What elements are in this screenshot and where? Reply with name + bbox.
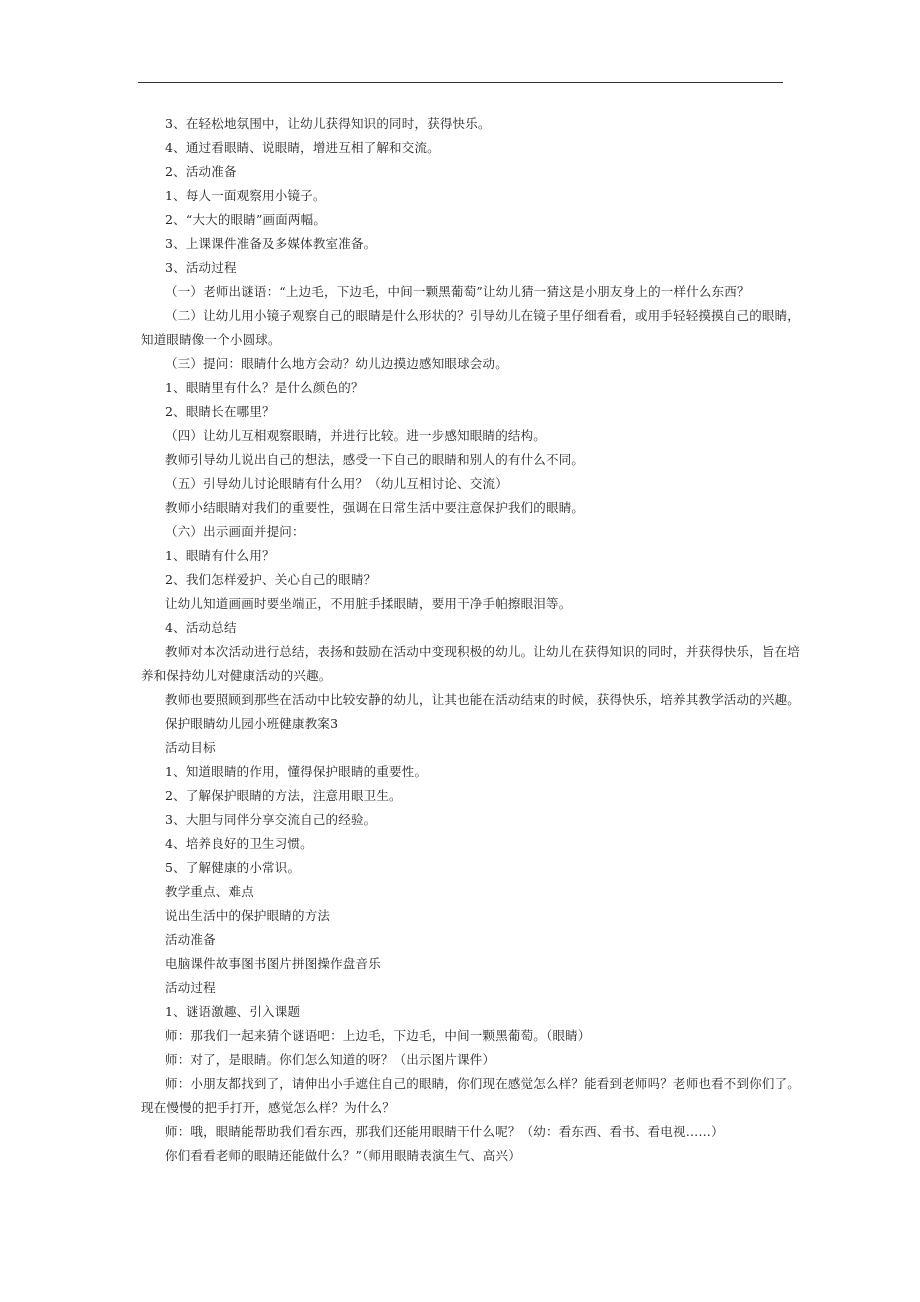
text-line: （四）让幼儿互相观察眼睛，并进行比较。进一步感知眼睛的结构。	[165, 428, 547, 443]
text-line: 电脑课件故事图书图片拼图操作盘音乐	[165, 956, 381, 971]
text-line: 教师引导幼儿说出自己的想法，感受一下自己的眼睛和别人的有什么不同。	[165, 452, 585, 467]
text-line: 2、“大大的眼睛”画面两幅。	[165, 212, 327, 227]
text-line: 师：哦，眼睛能帮助我们看东西，那我们还能用眼睛干什么呢？（幼：看东西、看书、看电视……）	[165, 1124, 724, 1139]
text-line: 活动目标	[165, 740, 216, 755]
text-line: 教师也要照顾到那些在活动中比较安静的幼儿，让其也能在活动结束的时候，获得快乐，培养其教学活动的兴趣。	[165, 692, 801, 707]
text-line: 保护眼睛幼儿园小班健康教案3	[165, 716, 339, 731]
text-line: 知道眼睛像一个小圆球。	[141, 332, 281, 347]
text-line: （二）让幼儿用小镜子观察自己的眼睛是什么形状的？引导幼儿在镜子里仔细看看，或用手轻轻摸摸自己的眼睛，	[165, 308, 801, 323]
text-line: 让幼儿知道画画时要坐端正，不用脏手揉眼睛，要用干净手帕擦眼泪等。	[165, 596, 572, 611]
text-line: （三）提问：眼睛什么地方会动？幼儿边摸边感知眼球会动。	[165, 356, 508, 371]
header-rule	[138, 82, 783, 83]
text-line: 2、眼睛长在哪里？	[165, 404, 275, 419]
text-line: 2、我们怎样爱护、关心自己的眼睛？	[165, 572, 377, 587]
text-line: 你们看看老师的眼睛还能做什么？”（师用眼睛表演生气、高兴）	[165, 1148, 521, 1163]
text-line: 4、通过看眼睛、说眼睛，增进互相了解和交流。	[165, 140, 440, 155]
text-line: 教学重点、难点	[165, 884, 254, 899]
text-line: 2、活动准备	[165, 164, 237, 179]
text-line: 师：小朋友都找到了，请伸出小手遮住自己的眼睛，你们现在感觉怎么样？能看到老师吗？老师也看不到你们了。	[165, 1076, 801, 1091]
text-line: 3、活动过程	[165, 260, 237, 275]
text-line: 1、谜语激趣、引入课题	[165, 1004, 301, 1019]
text-line: 4、活动总结	[165, 620, 237, 635]
text-line: （一）老师出谜语：“上边毛，下边毛，中间一颗黑葡萄”让幼儿猜一猜这是小朋友身上的一样什么东西？	[165, 284, 750, 299]
text-line: 说出生活中的保护眼睛的方法	[165, 908, 331, 923]
text-line: 活动准备	[165, 932, 216, 947]
text-line: 3、在轻松地氛围中，让幼儿获得知识的同时，获得快乐。	[165, 116, 491, 131]
text-line: 5、了解健康的小常识。	[165, 860, 301, 875]
text-line: 4、培养良好的卫生习惯。	[165, 836, 313, 851]
text-line: 3、上课课件准备及多媒体教室准备。	[165, 236, 377, 251]
text-line: 教师对本次活动进行总结，表扬和鼓励在活动中变现积极的幼儿。让幼儿在获得知识的同时，并获得快乐，旨在培	[165, 644, 801, 659]
text-line: 1、眼睛里有什么？是什么颜色的？	[165, 380, 364, 395]
text-line: 师：那我们一起来猜个谜语吧：上边毛，下边毛，中间一颗黑葡萄。（眼睛）	[165, 1028, 591, 1043]
text-line: 教师小结眼睛对我们的重要性，强调在日常生活中要注意保护我们的眼睛。	[165, 500, 585, 515]
text-line: 现在慢慢的把手打开，感觉怎么样？为什么？	[141, 1100, 396, 1115]
text-line: 活动过程	[165, 980, 216, 995]
text-line: 1、每人一面观察用小镜子。	[165, 188, 326, 203]
text-line: （六）出示画面并提问：	[165, 524, 305, 539]
text-line: 养和保持幼儿对健康活动的兴趣。	[141, 668, 332, 683]
text-line: 师：对了，是眼睛。你们怎么知道的呀？（出示图片课件）	[165, 1052, 496, 1067]
text-line: 1、知道眼睛的作用，懂得保护眼睛的重要性。	[165, 764, 428, 779]
text-line: 2、了解保护眼睛的方法，注意用眼卫生。	[165, 788, 402, 803]
text-line: 3、大胆与同伴分享交流自己的经验。	[165, 812, 377, 827]
text-line: （五）引导幼儿讨论眼睛有什么用？（幼儿互相讨论、交流）	[165, 476, 508, 491]
text-line: 1、眼睛有什么用？	[165, 548, 275, 563]
